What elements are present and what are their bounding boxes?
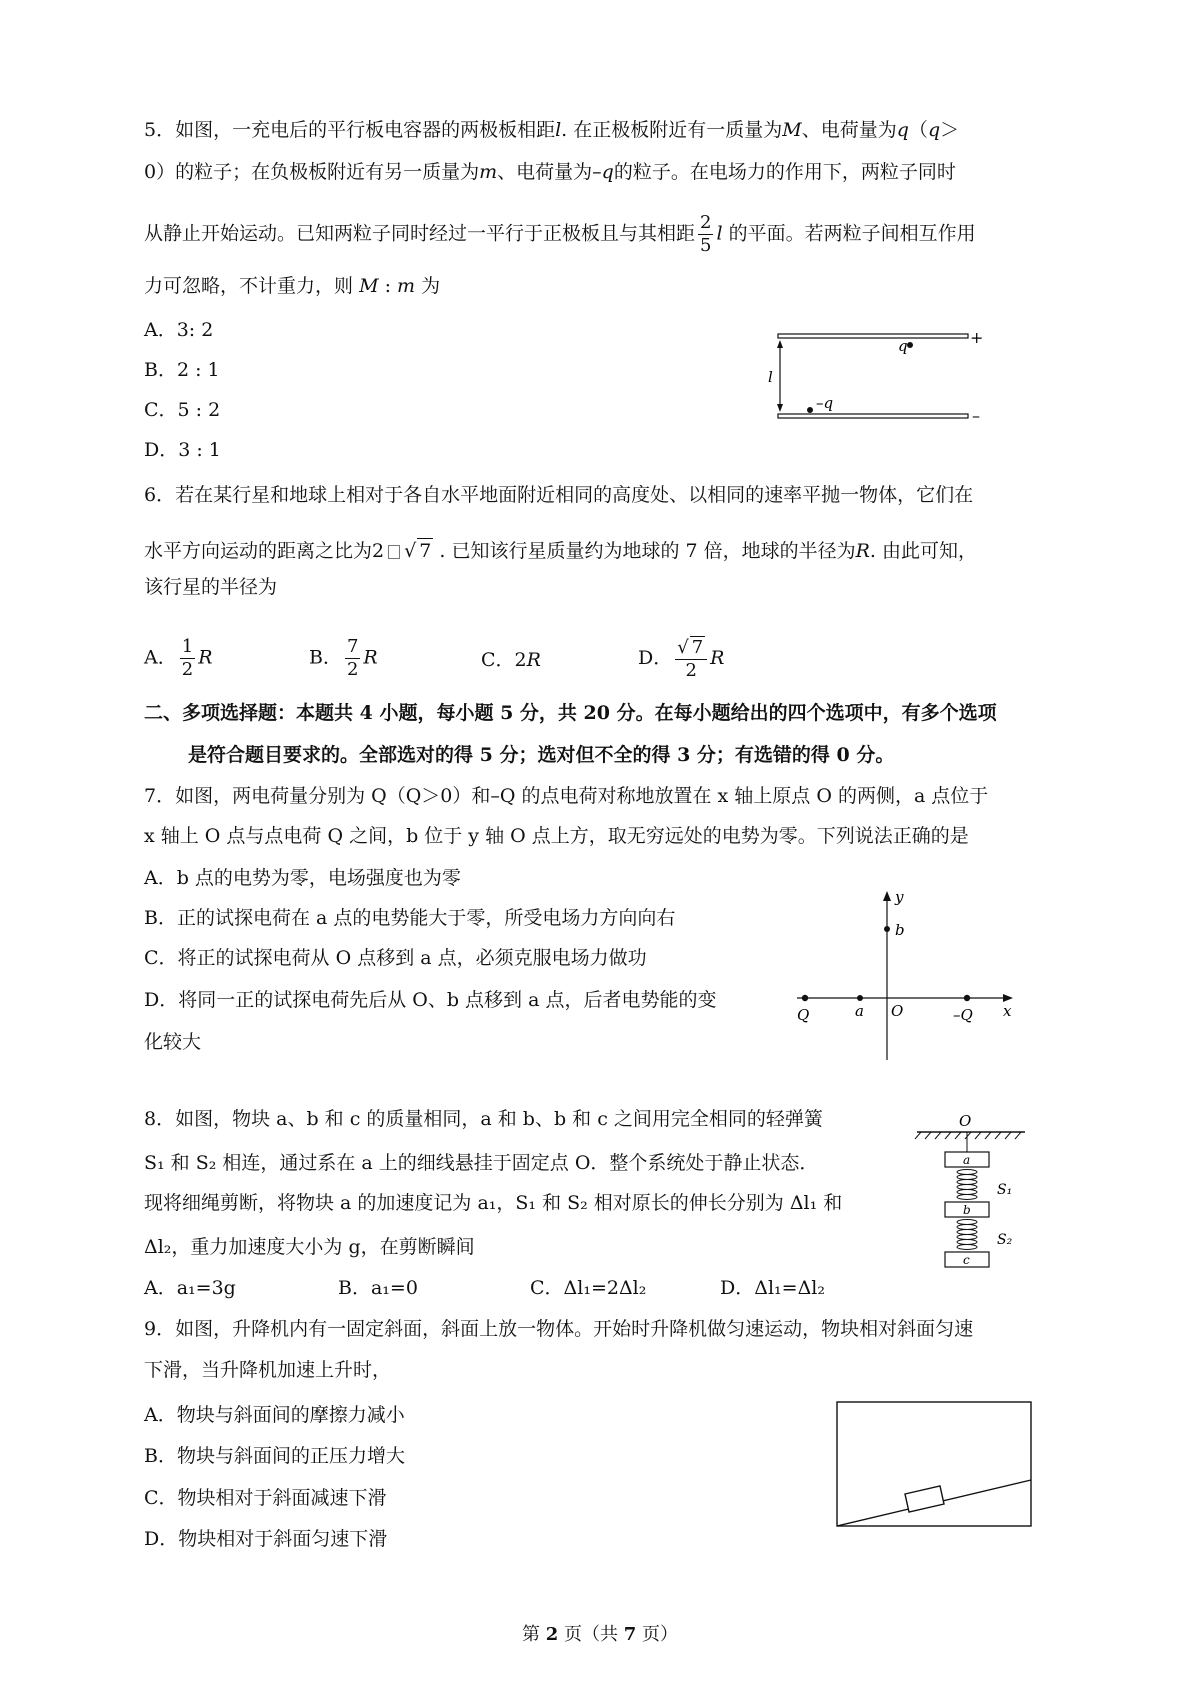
q7-line1: 7．如图，两电荷量分别为 Q（Q＞0）和–Q 的点电荷对称地放置在 x 轴上原点 O 的两侧，a 点位于 <box>144 785 989 807</box>
q5-option-c: C．5 : 2 <box>144 399 221 421</box>
svg-text:S₁: S₁ <box>997 1182 1013 1198</box>
ratio-symbol-icon <box>388 545 400 559</box>
q7-option-d-line2: 化较大 <box>144 1031 202 1053</box>
q8-line4: Δl₂，重力加速度大小为 g，在剪断瞬间 <box>144 1236 475 1258</box>
charge-axes-diagram <box>785 885 1025 1065</box>
svg-text:b: b <box>895 921 905 939</box>
particle-neg-q <box>807 407 813 413</box>
spring-s1 <box>957 1170 977 1200</box>
label-l: l <box>768 368 773 386</box>
q8-option-a: A．a₁=3g <box>144 1277 236 1299</box>
svg-text:c: c <box>963 1253 970 1267</box>
q6-line1: 6．若在某行星和地球上相对于各自水平地面附近相同的高度处、以相同的速率平抛一物体，它们在 <box>144 484 974 506</box>
q5-line3: 从静止开始运动。已知两粒子同时经过一平行于正极板且与其相距 $\frac{2}{5}$ l 的平面。若两粒子间相互作用 <box>144 212 976 256</box>
q9-option-b: B．物块与斜面间的正压力增大 <box>144 1445 405 1467</box>
block-on-incline <box>905 1486 944 1512</box>
q8-line1: 8．如图，物块 a、b 和 c 的质量相同，a 和 b、b 和 c 之间用完全相同的轻弹簧 <box>144 1108 823 1130</box>
point-b <box>884 926 890 932</box>
q5-line1: 5．如图，一充电后的平行板电容器的两极板相距l. 在正极板附近有一质量为M、电荷量为q（q＞ <box>144 119 960 141</box>
svg-text:x: x <box>1003 1002 1012 1020</box>
capacitor-diagram <box>760 320 1000 435</box>
q5-option-d: D．3 : 1 <box>144 439 221 461</box>
q5-option-b: B．2 : 1 <box>144 359 220 381</box>
svg-text:Q: Q <box>797 1006 810 1024</box>
q9-option-c: C．物块相对于斜面减速下滑 <box>144 1487 387 1509</box>
spring-s2 <box>957 1220 977 1250</box>
q8-option-b: B．a₁=0 <box>338 1277 418 1299</box>
q8-line2: S₁ 和 S₂ 相连，通过系在 a 上的细线悬挂于固定点 O．整个系统处于静止状态． <box>144 1152 819 1174</box>
q9-option-d: D．物块相对于斜面匀速下滑 <box>144 1528 388 1550</box>
svg-text:y: y <box>895 888 904 906</box>
label-minus: – <box>972 406 980 425</box>
label-q: q <box>898 337 908 355</box>
svg-text:a: a <box>855 1002 864 1020</box>
page-footer: 第 2 页（共 7 页） <box>522 1624 678 1645</box>
q7-option-d-line1: D．将同一正的试探电荷先后从 O、b 点移到 a 点，后者电势能的变 <box>144 989 717 1011</box>
elevator-box <box>837 1402 1031 1526</box>
q8-option-d: D．Δl₁=Δl₂ <box>720 1277 825 1299</box>
q8-option-c: C．Δl₁=2Δl₂ <box>530 1277 647 1299</box>
q7-line2: x 轴上 O 点与点电荷 Q 之间，b 位于 y 轴 O 点上方，取无穷远处的电势为零。下列说法正确的是 <box>144 825 969 847</box>
q6-option-a: A． $\frac{1}{2}$ R <box>144 636 213 680</box>
particle-q <box>907 342 913 348</box>
q5-option-a: A．3: 2 <box>144 319 214 341</box>
negative-plate <box>778 414 968 418</box>
charge-q <box>802 995 808 1001</box>
q5-line4: 力可忽略，不计重力，则 M : m 为 <box>144 275 441 297</box>
q9-line2: 下滑，当升降机加速上升时， <box>144 1359 392 1381</box>
q6-line2: 水平方向运动的距离之比为2 √ 7 . 已知该行星质量约为地球的 7 倍，地球的半径为R. 由此可知， <box>144 540 978 562</box>
q6-option-b: B． $\frac{7}{2}$ R <box>309 636 378 680</box>
fraction-2-5: $\frac{2}{5}$ <box>700 212 712 256</box>
section2-heading-line1: 二、多项选择题：本题共 4 小题，每小题 5 分，共 20 分。在每小题给出的四个选项中，有多个选项 <box>144 702 997 724</box>
q7-option-b: B．正的试探电荷在 a 点的电势能大于零，所受电场力方向向右 <box>144 907 676 929</box>
elevator-incline-diagram <box>835 1400 1035 1530</box>
svg-text:S₂: S₂ <box>997 1232 1013 1248</box>
q7-option-a: A．b 点的电势为零，电场强度也为零 <box>144 867 461 889</box>
label-plus: + <box>970 328 984 347</box>
label-neg-q: –q <box>816 394 834 412</box>
q6-option-c: C．2R <box>481 649 541 671</box>
svg-text:O: O <box>959 1112 972 1130</box>
q6-option-d: D． $\frac{√ 7}{2}$ R <box>638 637 725 681</box>
spring-blocks-diagram <box>905 1112 1035 1292</box>
q7-option-c: C．将正的试探电荷从 O 点移到 a 点，必须克服电场力做功 <box>144 947 647 969</box>
q9-line1: 9．如图，升降机内有一固定斜面，斜面上放一物体。开始时升降机做匀速运动，物块相对斜面匀速 <box>144 1318 974 1340</box>
q8-line3: 现将细绳剪断，将物块 a 的加速度记为 a₁，S₁ 和 S₂ 相对原长的伸长分别为 Δl₁ 和 <box>144 1192 843 1214</box>
svg-text:O: O <box>891 1002 904 1020</box>
positive-plate <box>778 334 968 338</box>
svg-text:a: a <box>963 1153 971 1167</box>
svg-text:–Q: –Q <box>953 1006 973 1024</box>
q5-line2: 0）的粒子；在负极板附近有另一质量为m、电荷量为–q的粒子。在电场力的作用下，两粒子同时 <box>144 161 956 183</box>
charge-neg-q <box>964 995 970 1001</box>
point-a <box>857 995 863 1001</box>
q6-line3: 该行星的半径为 <box>144 576 278 598</box>
q9-option-a: A．物块与斜面间的摩擦力减小 <box>144 1404 405 1426</box>
svg-text:b: b <box>963 1203 971 1217</box>
section2-heading-line2: 是符合题目要求的。全部选对的得 5 分；选对但不全的得 3 分；有选错的得 0 分。 <box>188 744 895 766</box>
